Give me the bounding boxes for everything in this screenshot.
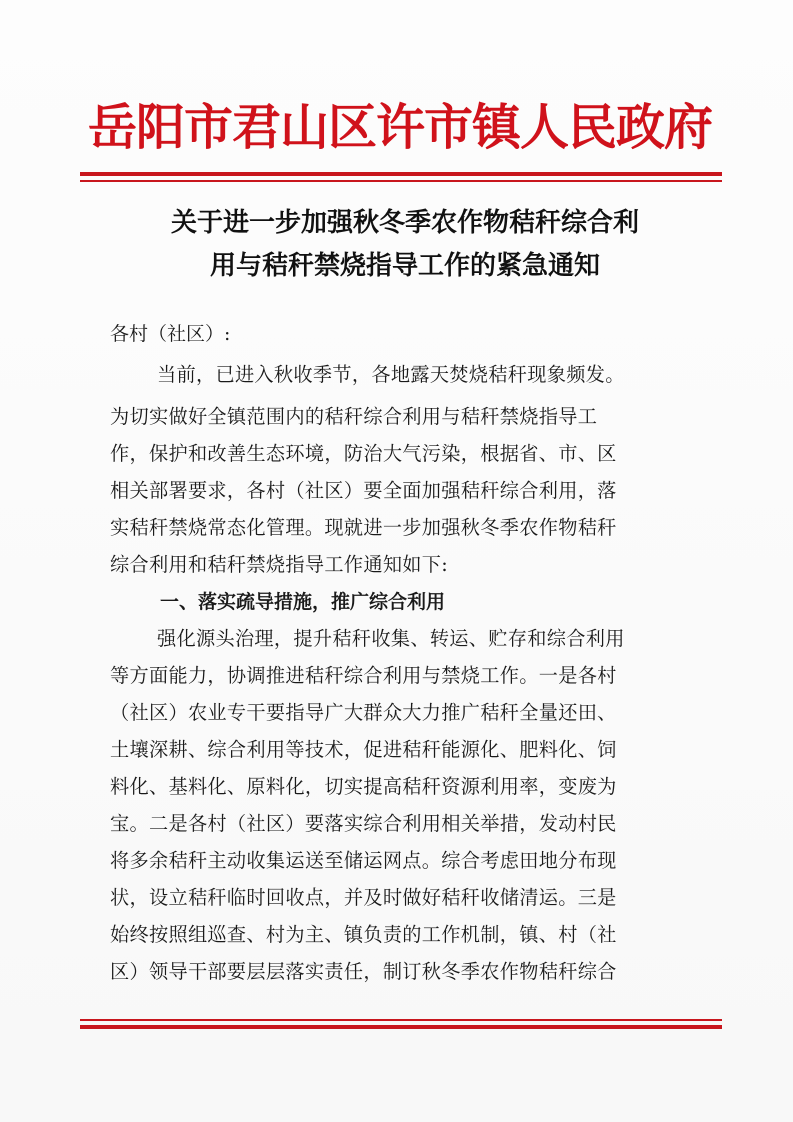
paragraph-1-line: 为切实做好全镇范围内的秸秆综合利用与秸秆禁烧指导工 [110,405,598,428]
paragraph-2-line: 始终按照组巡查、村为主、镇负责的工作机制，镇、村（社 [110,923,617,946]
section-1-heading: 一、落实疏导措施，推广综合利用 [160,591,446,613]
paragraph-2-line: （社区）农业专干要指导广大群众大力推广秸秆全量还田、 [110,701,617,724]
paragraph-1-line: 实秸秆禁烧常态化管理。现就进一步加强秋冬季农作物秸秆 [110,516,617,539]
paragraph-2-line: 状，设立秸秆临时回收点，并及时做好秸秆收储清运。三是 [110,886,617,909]
salutation: 各村（社区）: [110,323,231,345]
footer-rule-thick [80,1025,722,1029]
paragraph-1-line: 当前，已进入秋收季节，各地露天焚烧秸秆现象频发。 [157,363,625,386]
paragraph-1-line: 作，保护和改善生态环境，防治大气污染，根据省、市、区 [110,442,617,465]
paragraph-2-line: 宝。二是各村（社区）要落实综合利用相关举措，发动村民 [110,812,617,835]
paragraph-2-line: 土壤深耕、综合利用等技术，促进秸秆能源化、肥料化、饲 [110,738,617,761]
letterhead-rule-thin [80,180,722,182]
paragraph-2-line: 料化、基料化、原料化，切实提高秸秆资源利用率，变废为 [110,775,617,798]
paragraph-2-line: 将多余秸秆主动收集运送至储运网点。综合考虑田地分布现 [110,849,617,872]
paragraph-2-line: 区）领导干部要层层落实责任，制订秋冬季农作物秸秆综合 [110,960,617,983]
footer-rule-thin [80,1019,722,1021]
paragraph-2-line: 强化源头治理，提升秸秆收集、转运、贮存和综合利用 [157,627,625,650]
paragraph-1-line: 相关部署要求，各村（社区）要全面加强秸秆综合利用，落 [110,479,617,502]
letterhead-rule-thick [80,172,722,176]
notice-title-line-2: 用与秸秆禁烧指导工作的紧急通知 [209,251,600,281]
paragraph-2-line: 等方面能力，协调推进秸秆综合利用与禁烧工作。一是各村 [110,664,617,687]
paragraph-1-line: 综合利用和秸秆禁烧指导工作通知如下: [110,553,449,576]
letterhead-org-name: 岳阳市君山区许市镇人民政府 [87,98,712,156]
notice-title [95,202,715,288]
notice-title-line-1: 关于进一步加强秋冬季农作物秸秆综合利 [170,208,639,238]
